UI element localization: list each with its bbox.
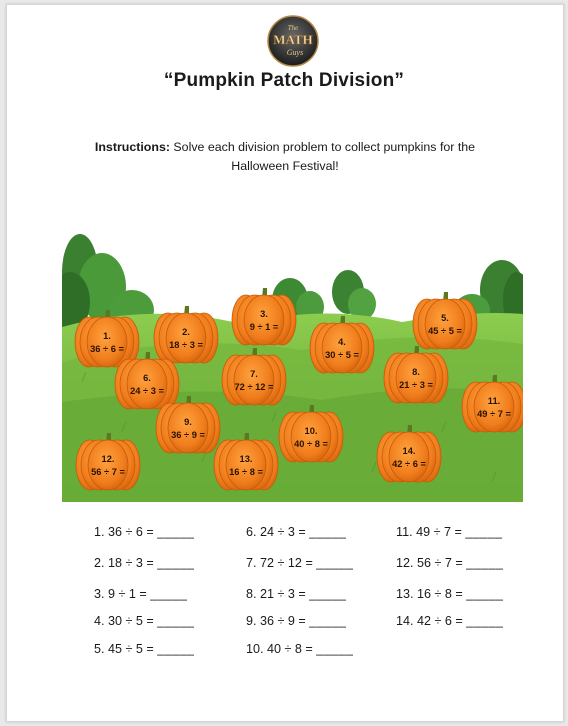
- pumpkin-7: [222, 348, 286, 405]
- pumpkin-13: [214, 433, 278, 490]
- answer-blank[interactable]: _____: [157, 525, 195, 539]
- problem-5: [94, 642, 194, 656]
- problem-expression: 40 ÷ 8 =: [267, 642, 313, 656]
- pumpkin-expression: 24 ÷ 3 =: [130, 386, 164, 396]
- problem-expression: 45 ÷ 5 =: [108, 642, 154, 656]
- pumpkin-12: [76, 433, 140, 490]
- pumpkin-number: 5.: [441, 313, 449, 323]
- pumpkin-expression: 45 ÷ 5 =: [428, 326, 462, 336]
- problem-number: 6.: [246, 525, 257, 539]
- svg-text:MATH: MATH: [273, 32, 313, 47]
- answer-blank[interactable]: _____: [316, 556, 354, 570]
- problem-6: [246, 525, 346, 539]
- problem-expression: 42 ÷ 6 =: [417, 614, 463, 628]
- pumpkin-8: [384, 346, 448, 403]
- problem-8: [246, 587, 346, 601]
- page-title: “Pumpkin Patch Division”: [163, 70, 405, 91]
- instructions: [70, 138, 500, 176]
- answer-blank[interactable]: _____: [466, 556, 504, 570]
- answer-blank[interactable]: _____: [309, 587, 347, 601]
- problem-number: 2.: [94, 556, 105, 570]
- problem-13: [396, 587, 503, 601]
- pumpkin-expression: 30 ÷ 5 =: [325, 350, 359, 360]
- problem-expression: 36 ÷ 9 =: [260, 614, 306, 628]
- problem-12: [396, 556, 503, 570]
- problem-number: 3.: [94, 587, 105, 601]
- answer-blank[interactable]: _____: [316, 642, 354, 656]
- pumpkin-expression: 49 ÷ 7 =: [477, 409, 511, 419]
- problem-4: [94, 614, 194, 628]
- problem-expression: 9 ÷ 1 =: [108, 587, 147, 601]
- problem-number: 14.: [396, 614, 414, 628]
- pumpkin-number: 1.: [103, 331, 111, 341]
- pumpkin-expression: 36 ÷ 9 =: [171, 430, 205, 440]
- pumpkin-number: 13.: [239, 454, 253, 464]
- pumpkin-expression: 42 ÷ 6 =: [392, 459, 426, 469]
- answer-blank[interactable]: _____: [157, 614, 195, 628]
- problem-expression: 24 ÷ 3 =: [260, 525, 306, 539]
- answer-blank[interactable]: _____: [465, 525, 503, 539]
- pumpkin-expression: 18 ÷ 3 =: [169, 340, 203, 350]
- problem-number: 5.: [94, 642, 105, 656]
- pumpkin-11: [462, 375, 523, 432]
- pumpkin-expression: 16 ÷ 8 =: [229, 467, 263, 477]
- problem-expression: 36 ÷ 6 =: [108, 525, 154, 539]
- pumpkin-number: 14.: [402, 446, 416, 456]
- pumpkin-number: 10.: [304, 426, 318, 436]
- pumpkin-expression: 56 ÷ 7 =: [91, 467, 125, 477]
- answer-blank[interactable]: _____: [466, 614, 504, 628]
- pumpkin-3: [232, 288, 296, 345]
- problem-expression: 56 ÷ 7 =: [417, 556, 463, 570]
- problem-7: [246, 556, 353, 570]
- answer-blank[interactable]: _____: [150, 587, 188, 601]
- answer-blank[interactable]: _____: [309, 614, 347, 628]
- problem-14: [396, 614, 503, 628]
- problem-number: 1.: [94, 525, 105, 539]
- problem-11: [396, 525, 502, 539]
- problem-expression: 49 ÷ 7 =: [416, 525, 462, 539]
- problem-expression: 18 ÷ 3 =: [108, 556, 154, 570]
- pumpkin-4: [310, 316, 374, 373]
- problem-2: [94, 556, 194, 570]
- pumpkin-expression: 36 ÷ 6 =: [90, 344, 124, 354]
- pumpkin-patch-illustration: [62, 232, 523, 502]
- instructions-text: Solve each division problem to collect pumpkins for the Halloween Festival!: [169, 140, 476, 173]
- problem-3: [94, 587, 187, 601]
- problem-9: [246, 614, 346, 628]
- problem-expression: 72 ÷ 12 =: [260, 556, 313, 570]
- svg-text:The: The: [287, 24, 299, 32]
- problem-number: 4.: [94, 614, 105, 628]
- pumpkin-number: 8.: [412, 367, 420, 377]
- pumpkin-expression: 21 ÷ 3 =: [399, 380, 433, 390]
- answer-blank[interactable]: _____: [157, 556, 195, 570]
- pumpkin-number: 6.: [143, 373, 151, 383]
- math-guys-logo: [262, 13, 324, 69]
- answer-blank[interactable]: _____: [157, 642, 195, 656]
- pumpkin-9: [156, 396, 220, 453]
- pumpkin-number: 12.: [101, 454, 115, 464]
- problem-10: [246, 642, 353, 656]
- pumpkin-14: [377, 425, 441, 482]
- pumpkin-number: 2.: [182, 327, 190, 337]
- pumpkin-5: [413, 292, 477, 349]
- pumpkin-expression: 9 ÷ 1 =: [249, 322, 279, 332]
- problem-1: [94, 525, 194, 539]
- problem-number: 10.: [246, 642, 264, 656]
- pumpkin-expression: 40 ÷ 8 =: [294, 439, 328, 449]
- pumpkin-number: 7.: [250, 369, 258, 379]
- svg-text:Guys: Guys: [286, 48, 304, 57]
- answer-blank[interactable]: _____: [309, 525, 347, 539]
- pumpkin-expression: 72 ÷ 12 =: [234, 382, 274, 392]
- pumpkin-number: 11.: [487, 396, 501, 406]
- pumpkin-6: [115, 352, 179, 409]
- problem-number: 7.: [246, 556, 257, 570]
- problem-number: 12.: [396, 556, 414, 570]
- problem-number: 8.: [246, 587, 257, 601]
- pumpkin-2: [154, 306, 218, 363]
- problem-expression: 21 ÷ 3 =: [260, 587, 306, 601]
- pumpkin-number: 3.: [260, 309, 268, 319]
- problem-number: 13.: [396, 587, 414, 601]
- problem-expression: 30 ÷ 5 =: [108, 614, 154, 628]
- instructions-label: Instructions:: [94, 140, 170, 154]
- problem-expression: 16 ÷ 8 =: [417, 587, 463, 601]
- pumpkin-number: 9.: [184, 417, 192, 427]
- answer-blank[interactable]: _____: [466, 587, 504, 601]
- pumpkin-1: [75, 310, 139, 367]
- problem-number: 9.: [246, 614, 257, 628]
- pumpkin-10: [279, 405, 343, 462]
- problem-number: 11.: [396, 525, 413, 539]
- pumpkin-number: 4.: [338, 337, 346, 347]
